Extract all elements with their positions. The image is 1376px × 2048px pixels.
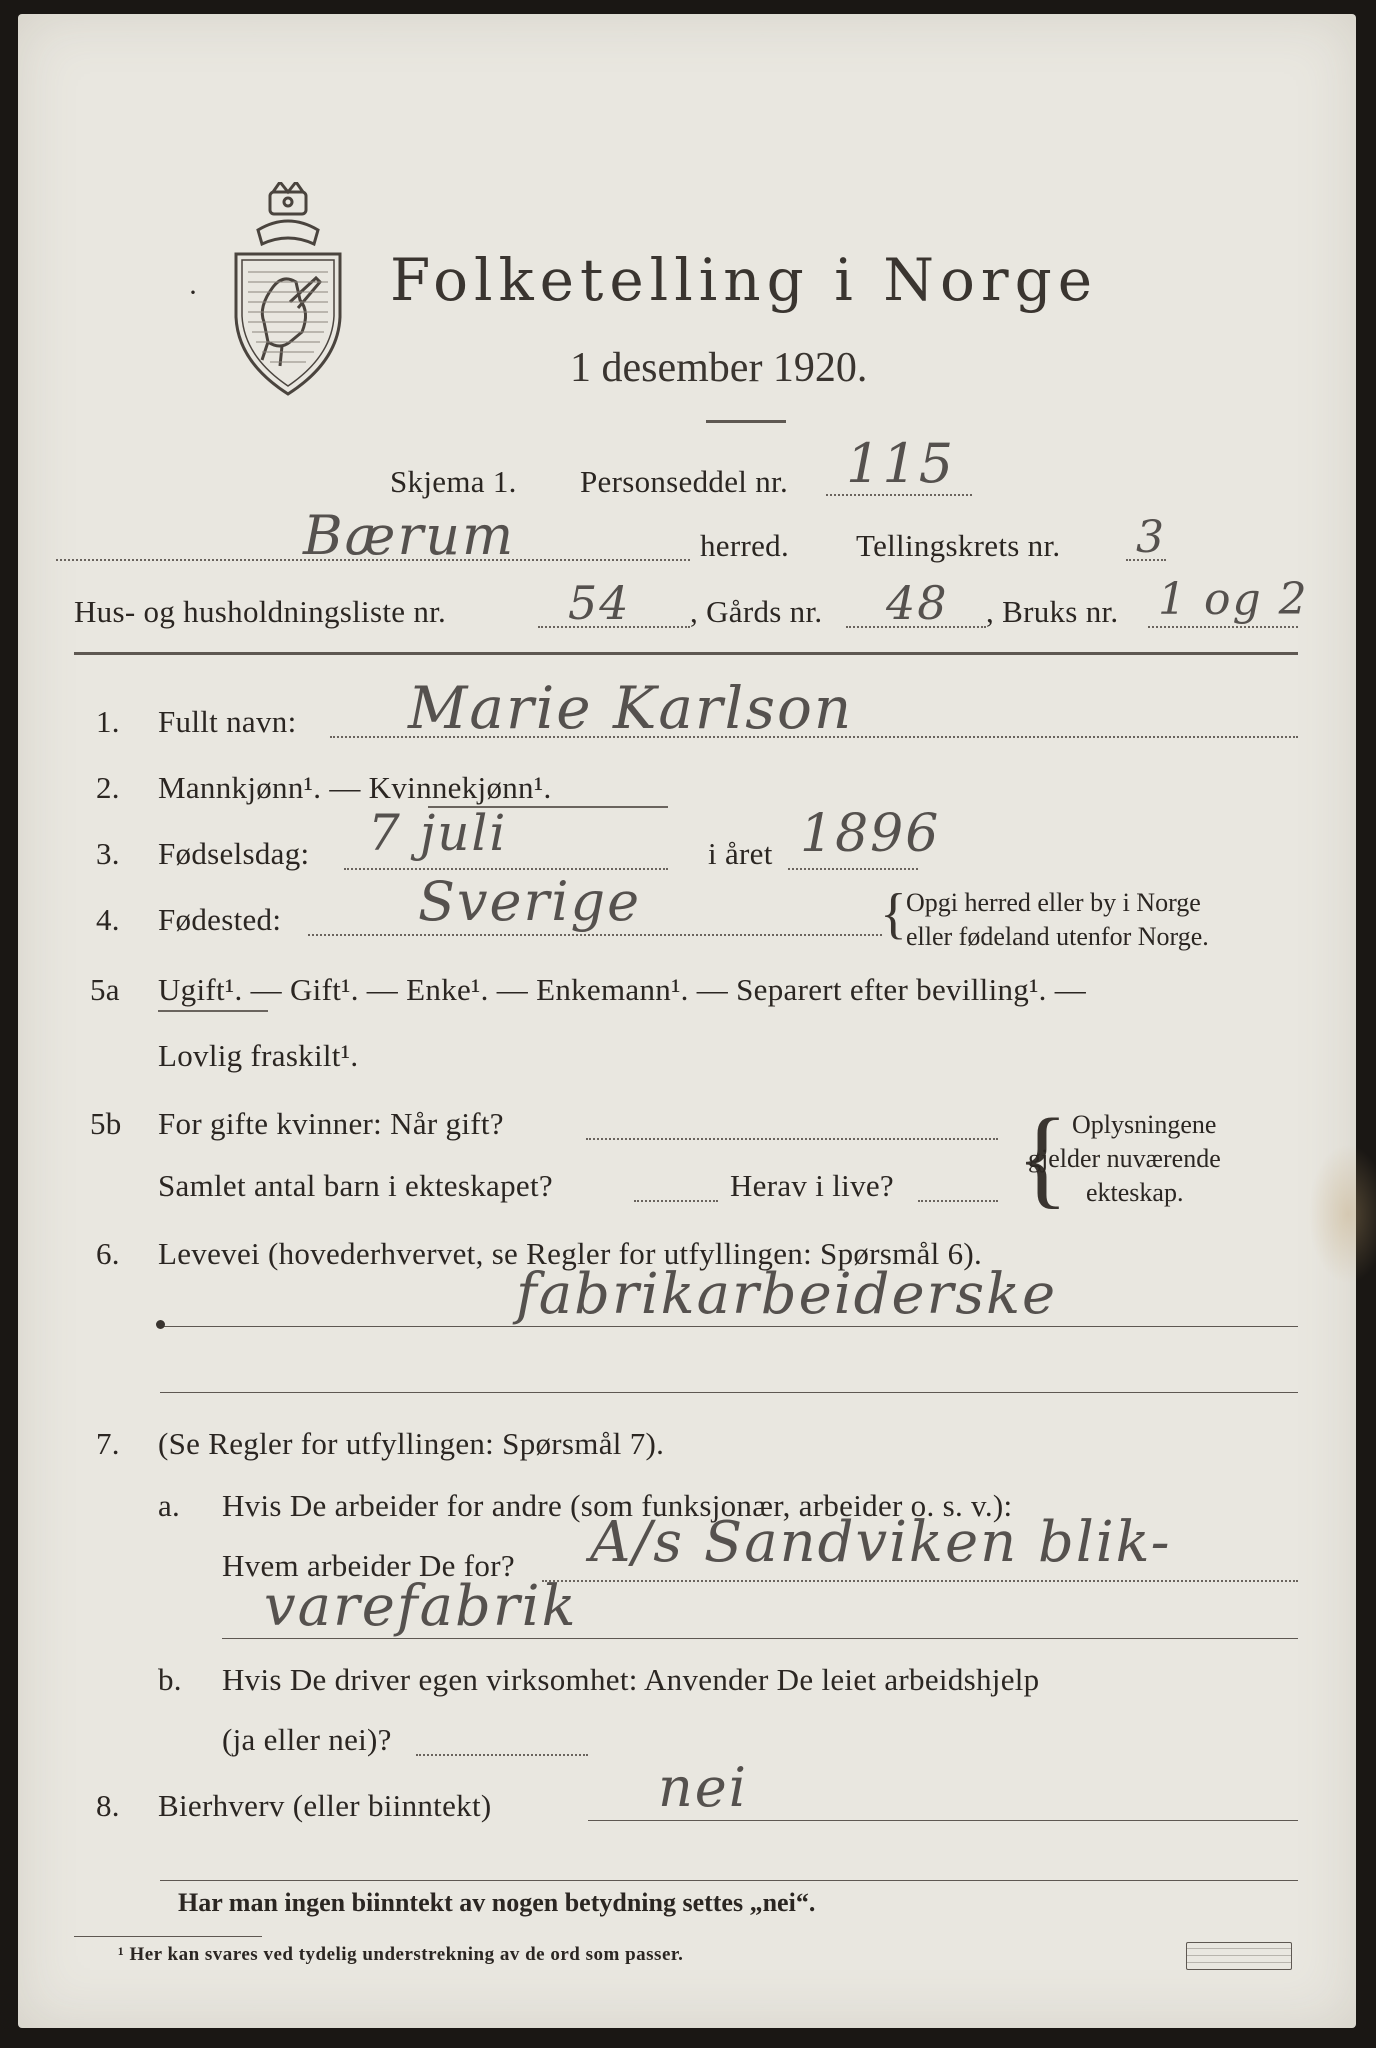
full-name-value[interactable]: Marie Karlson	[408, 674, 854, 742]
q5b-note-line-2: gjelder nuværende	[1028, 1144, 1221, 1173]
q8-note: Har man ingen biinntekt av nogen betydning settes „nei“.	[178, 1888, 816, 1917]
q5a-label: Ugift¹. — Gift¹. — Enke¹. — Enkemann¹. — Separert efter bevilling¹. —	[158, 972, 1087, 1007]
tellingskrets-value[interactable]: 3	[1136, 512, 1166, 563]
q5a-number: 5a	[90, 972, 120, 1007]
q7b-label: Hvis De driver egen virksomhet: Anvender De leiet arbeidshjelp	[222, 1662, 1040, 1697]
q5b-label: For gifte kvinner: Når gift?	[158, 1106, 504, 1141]
side-income-value[interactable]: nei	[658, 1756, 749, 1819]
skjema-label: Skjema 1.	[390, 464, 517, 499]
title-divider	[706, 420, 786, 423]
employer-value[interactable]: A/s Sandviken blik-	[590, 1510, 1172, 1575]
q8-number: 8.	[96, 1788, 120, 1823]
q5b-married-line	[586, 1138, 998, 1140]
q6-label: Levevei (hovederhvervet, se Regler for utfyllingen: Spørsmål 6).	[158, 1236, 983, 1271]
q1-label: Fullt navn:	[158, 704, 297, 739]
q7a-letter: a.	[158, 1488, 181, 1523]
decorative-dot: ·	[188, 276, 198, 309]
q4-note-line-2: eller fødeland utenfor Norge.	[906, 922, 1209, 951]
bruks-line	[1148, 626, 1298, 628]
q6-line-2	[160, 1392, 1298, 1393]
q4-brace: {	[880, 883, 907, 945]
form-date: 1 desember 1920.	[570, 345, 868, 391]
employer-value-line-2[interactable]: varefabrik	[264, 1574, 578, 1639]
personseddel-label: Personseddel nr.	[580, 464, 788, 499]
occupation-value[interactable]: fabrikarbeiderske	[516, 1262, 1058, 1327]
ink-dot	[156, 1320, 165, 1329]
birthday-value[interactable]: 7 juli	[368, 804, 508, 862]
q5b-number: 5b	[90, 1106, 122, 1141]
q7b-line	[416, 1754, 588, 1756]
q7-number: 7.	[96, 1426, 120, 1461]
herred-label: herred.	[700, 528, 790, 563]
paper-stain	[1308, 1144, 1376, 1284]
bruks-value[interactable]: 1 og 2	[1158, 574, 1309, 625]
q7-label: (Se Regler for utfyllingen: Spørsmål 7).	[158, 1426, 665, 1461]
q5b-alive-label: Herav i live?	[730, 1168, 894, 1203]
form-title: Folketelling i Norge	[390, 246, 1099, 314]
header-divider	[74, 652, 1298, 655]
ugift-underline	[158, 1010, 268, 1012]
q3-year-label: i året	[708, 836, 773, 871]
footnote-divider	[74, 1936, 262, 1937]
printer-stamp	[1186, 1942, 1292, 1970]
q7a-label: Hvis De arbeider for andre (som funksjonær, arbeider o. s. v.):	[222, 1488, 1013, 1523]
gards-label: , Gårds nr.	[690, 594, 823, 629]
birth-year-value[interactable]: 1896	[800, 804, 941, 864]
q7b-letter: b.	[158, 1662, 182, 1697]
q5a-label-line-2: Lovlig fraskilt¹.	[158, 1038, 359, 1073]
q3-label: Fødselsdag:	[158, 836, 310, 871]
bruks-label: , Bruks nr.	[986, 594, 1119, 629]
footnote: ¹ Her kan svares ved tydelig understrekning av de ord som passer.	[118, 1944, 684, 1965]
q4-line	[308, 934, 882, 936]
q2-number: 2.	[96, 770, 120, 805]
q5b-note-line-1: Oplysningene	[1072, 1110, 1217, 1139]
q7a-employer-line	[542, 1580, 1298, 1582]
norwegian-coat-of-arms-icon	[228, 182, 348, 400]
q3-number: 3.	[96, 836, 120, 871]
q8-line-2	[160, 1880, 1298, 1881]
q6-number: 6.	[96, 1236, 120, 1271]
q4-number: 4.	[96, 902, 120, 937]
q3-year-line	[788, 868, 918, 870]
q5b-children-label: Samlet antal barn i ekteskapet?	[158, 1168, 553, 1203]
q5b-brace: {	[1016, 1096, 1069, 1218]
q2-label: Mannkjønn¹. — Kvinnekjønn¹.	[158, 770, 552, 805]
hus-label: Hus- og husholdningsliste nr.	[74, 594, 447, 629]
q6-line-1	[160, 1326, 1298, 1327]
herred-value[interactable]: Bærum	[303, 504, 516, 567]
q4-label: Fødested:	[158, 902, 282, 937]
q7b-label-line-2: (ja eller nei)?	[222, 1722, 392, 1757]
q8-line	[588, 1820, 1298, 1821]
q5b-alive-line	[918, 1200, 998, 1202]
tellingskrets-label: Tellingskrets nr.	[856, 528, 1061, 563]
birthplace-value[interactable]: Sverige	[418, 870, 642, 933]
q7a-line-2	[222, 1638, 1298, 1639]
personseddel-value[interactable]: 115	[846, 432, 956, 495]
census-form-sheet	[18, 14, 1356, 2028]
q8-label: Bierhverv (eller biinntekt)	[158, 1788, 492, 1823]
q7a-employer-label: Hvem arbeider De for?	[222, 1548, 515, 1583]
q4-note-line-1: Opgi herred eller by i Norge	[906, 888, 1201, 917]
hus-value[interactable]: 54	[568, 576, 631, 630]
q1-number: 1.	[96, 704, 120, 739]
gards-value[interactable]: 48	[886, 576, 949, 630]
q5b-children-line	[634, 1200, 718, 1202]
q5b-note-line-3: ekteskap.	[1086, 1178, 1184, 1207]
